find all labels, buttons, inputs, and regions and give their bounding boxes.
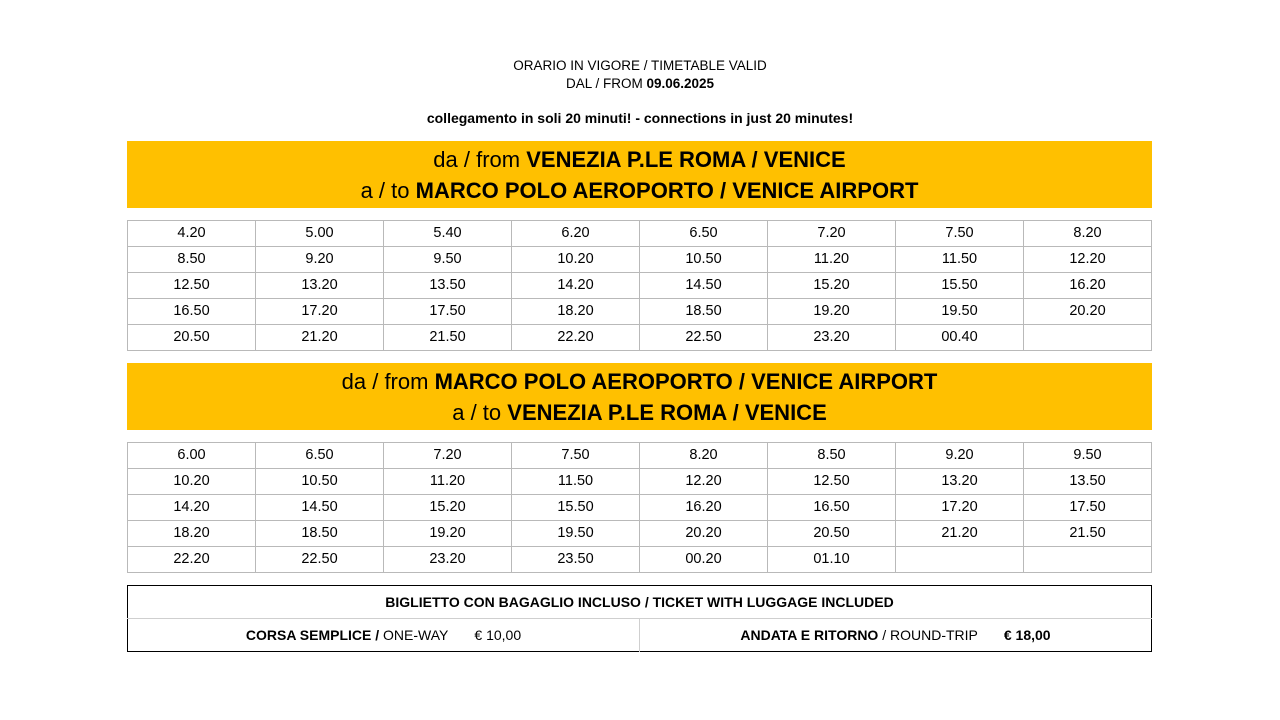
table-row xyxy=(128,299,1152,325)
departure-time-cell: 7.20 xyxy=(768,221,896,247)
departure-time-cell: 17.50 xyxy=(384,299,512,325)
departure-time-cell: 10.20 xyxy=(128,469,256,495)
departure-time-cell: 14.50 xyxy=(640,273,768,299)
departure-time-cell: 22.50 xyxy=(256,547,384,573)
fare-round-trip-price: € 18,00 xyxy=(1003,627,1051,643)
departure-time-cell: 14.50 xyxy=(256,495,384,521)
departure-time-cell: 15.20 xyxy=(768,273,896,299)
route-from-line xyxy=(127,144,1152,175)
departure-time-cell: 18.20 xyxy=(512,299,640,325)
route-from-prefix: da / from xyxy=(433,147,527,172)
departure-time-cell: 17.20 xyxy=(896,495,1024,521)
table-row xyxy=(128,521,1152,547)
fare-one-way-label-it: CORSA SEMPLICE / xyxy=(245,627,380,643)
validity-line-1: ORARIO IN VIGORE / TIMETABLE VALID xyxy=(513,58,767,73)
departure-time-cell: 8.50 xyxy=(128,247,256,273)
departure-time-cell: 5.00 xyxy=(256,221,384,247)
departure-time-cell: 10.50 xyxy=(256,469,384,495)
ticket-header-row xyxy=(128,586,1152,619)
departure-time-cell: 21.20 xyxy=(256,325,384,351)
departure-time-cell: 21.50 xyxy=(384,325,512,351)
validity-date: 09.06.2025 xyxy=(646,76,715,91)
departure-time-cell: 12.50 xyxy=(768,469,896,495)
departure-time-cell: 9.50 xyxy=(384,247,512,273)
departure-time-cell: 11.20 xyxy=(768,247,896,273)
table-row xyxy=(128,247,1152,273)
departure-time-cell: 20.50 xyxy=(128,325,256,351)
departure-time-cell: 8.20 xyxy=(640,443,768,469)
departure-time-cell: 9.50 xyxy=(1024,443,1152,469)
departure-time-cell: 9.20 xyxy=(896,443,1024,469)
departure-time-cell: 14.20 xyxy=(128,495,256,521)
fare-round-trip xyxy=(640,619,1152,652)
departure-time-cell: 00.40 xyxy=(896,325,1024,351)
table-row xyxy=(128,547,1152,573)
departure-time-cell: 6.00 xyxy=(128,443,256,469)
departure-time-cell: 01.10 xyxy=(768,547,896,573)
table-row xyxy=(128,325,1152,351)
departure-time-cell: 12.50 xyxy=(128,273,256,299)
departure-time-cell: 18.50 xyxy=(640,299,768,325)
departure-time-cell: 8.50 xyxy=(768,443,896,469)
departure-time-cell: 5.40 xyxy=(384,221,512,247)
route-to-prefix: a / to xyxy=(452,400,508,425)
route-to-line xyxy=(127,397,1152,428)
departure-time-cell xyxy=(1024,325,1152,351)
departure-time-cell: 22.50 xyxy=(640,325,768,351)
validity-line-2 xyxy=(0,75,1280,93)
departure-time-cell: 16.20 xyxy=(1024,273,1152,299)
departure-time-cell: 22.20 xyxy=(128,547,256,573)
departure-time-cell: 7.50 xyxy=(896,221,1024,247)
table-row xyxy=(128,443,1152,469)
route-from-name: MARCO POLO AEROPORTO / VENICE AIRPORT xyxy=(434,369,938,394)
departure-time-cell: 23.20 xyxy=(768,325,896,351)
departure-time-cell: 18.50 xyxy=(256,521,384,547)
tagline: collegamento in soli 20 minuti! - connections in just 20 minutes! xyxy=(426,110,854,126)
departure-time-cell: 7.50 xyxy=(512,443,640,469)
departure-time-cell: 13.20 xyxy=(256,273,384,299)
departure-time-cell: 8.20 xyxy=(1024,221,1152,247)
departure-time-cell: 14.20 xyxy=(512,273,640,299)
fare-one-way-price: € 10,00 xyxy=(474,627,522,643)
fare-one-way-label-en: ONE-WAY xyxy=(379,627,449,643)
departure-time-cell: 13.50 xyxy=(1024,469,1152,495)
departure-time-cell: 16.50 xyxy=(128,299,256,325)
route-to-prefix: a / to xyxy=(360,178,416,203)
departure-time-cell: 20.20 xyxy=(1024,299,1152,325)
departure-time-cell: 18.20 xyxy=(128,521,256,547)
departure-time-cell: 15.50 xyxy=(896,273,1024,299)
departure-time-cell: 11.50 xyxy=(896,247,1024,273)
fare-round-trip-label-it: ANDATA E RITORNO xyxy=(740,627,879,643)
route-from-name: VENEZIA P.LE ROMA / VENICE xyxy=(526,147,846,172)
departure-time-cell: 13.20 xyxy=(896,469,1024,495)
departure-time-cell: 11.50 xyxy=(512,469,640,495)
departure-time-cell: 16.20 xyxy=(640,495,768,521)
table-row xyxy=(128,273,1152,299)
departure-time-cell: 19.20 xyxy=(384,521,512,547)
departure-time-cell: 20.50 xyxy=(768,521,896,547)
departure-time-cell: 10.50 xyxy=(640,247,768,273)
departure-time-cell: 11.20 xyxy=(384,469,512,495)
departure-time-cell: 6.20 xyxy=(512,221,640,247)
departure-time-cell: 21.50 xyxy=(1024,521,1152,547)
route-from-line xyxy=(127,366,1152,397)
ticket-fares-row xyxy=(128,619,1152,652)
ticket-info-table xyxy=(127,585,1152,652)
departure-time-cell: 16.50 xyxy=(768,495,896,521)
departure-time-cell: 6.50 xyxy=(640,221,768,247)
departure-time-cell: 6.50 xyxy=(256,443,384,469)
departure-time-cell: 17.20 xyxy=(256,299,384,325)
ticket-title: BIGLIETTO CON BAGAGLIO INCLUSO / TICKET WITH LUGGAGE INCLUDED xyxy=(128,586,1152,619)
route-banner-return xyxy=(127,363,1152,430)
departure-time-cell: 00.20 xyxy=(640,547,768,573)
table-row xyxy=(128,221,1152,247)
departure-time-cell: 15.20 xyxy=(384,495,512,521)
departure-time-cell xyxy=(1024,547,1152,573)
route-to-name: MARCO POLO AEROPORTO / VENICE AIRPORT xyxy=(415,178,919,203)
departure-time-cell: 12.20 xyxy=(640,469,768,495)
departure-time-cell: 23.20 xyxy=(384,547,512,573)
departure-time-cell: 19.50 xyxy=(512,521,640,547)
timetable-outbound xyxy=(127,220,1152,351)
timetable-return xyxy=(127,442,1152,573)
departure-time-cell: 21.20 xyxy=(896,521,1024,547)
fare-round-trip-label-en: / ROUND-TRIP xyxy=(878,627,978,643)
route-to-line xyxy=(127,175,1152,206)
table-row xyxy=(128,495,1152,521)
departure-time-cell: 20.20 xyxy=(640,521,768,547)
validity-prefix: DAL / FROM xyxy=(565,76,647,91)
departure-time-cell: 7.20 xyxy=(384,443,512,469)
departure-time-cell: 19.50 xyxy=(896,299,1024,325)
validity-notice xyxy=(0,57,1280,93)
table-row xyxy=(128,469,1152,495)
departure-time-cell: 4.20 xyxy=(128,221,256,247)
departure-time-cell: 10.20 xyxy=(512,247,640,273)
departure-time-cell xyxy=(896,547,1024,573)
departure-time-cell: 17.50 xyxy=(1024,495,1152,521)
route-to-name: VENEZIA P.LE ROMA / VENICE xyxy=(507,400,827,425)
fare-one-way xyxy=(128,619,640,652)
departure-time-cell: 12.20 xyxy=(1024,247,1152,273)
route-from-prefix: da / from xyxy=(341,369,435,394)
departure-time-cell: 15.50 xyxy=(512,495,640,521)
departure-time-cell: 22.20 xyxy=(512,325,640,351)
route-banner-outbound xyxy=(127,141,1152,208)
departure-time-cell: 23.50 xyxy=(512,547,640,573)
departure-time-cell: 13.50 xyxy=(384,273,512,299)
departure-time-cell: 19.20 xyxy=(768,299,896,325)
departure-time-cell: 9.20 xyxy=(256,247,384,273)
